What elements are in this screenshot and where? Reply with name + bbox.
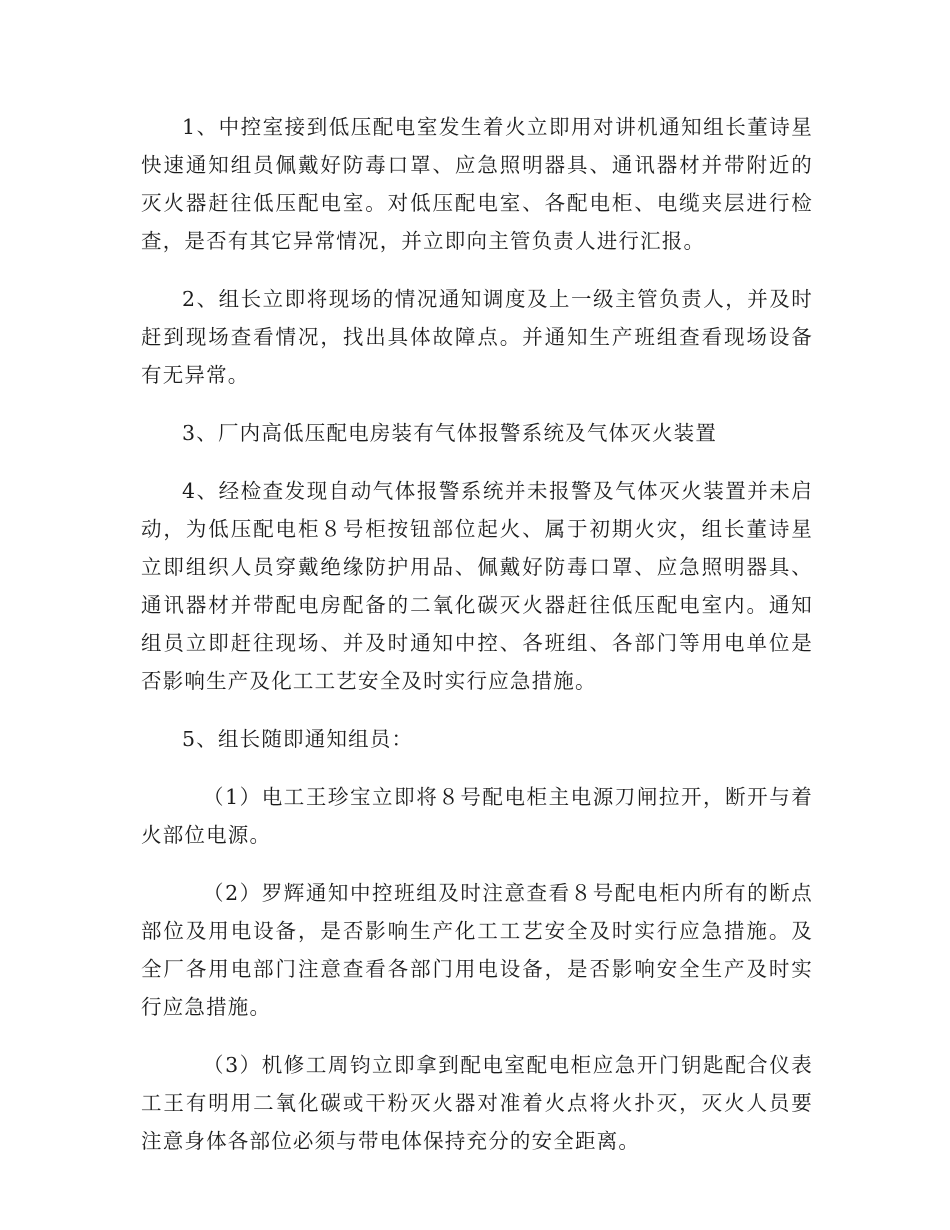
paragraph-1: 1、中控室接到低压配电室发生着火立即用对讲机通知组长董诗星快速通知组员佩戴好防毒口罩、应急照明器具、通讯器材并带附近的灭火器赶往低压配电室。对低压配电室、各配电柜、电缆夹层进行检查，是否有其它异常情况，并立即向主管负责人进行汇报。 [141,115,813,253]
paragraph-5: 5、组长随即通知组员： [182,727,414,751]
paragraph-3: 3、厂内高低压配电房装有气体报警系统及气体灭火装置 [182,421,718,445]
sub-item-1: （1）电工王珍宝立即将８号配电柜主电源刀闸拉开，断开与着火部位电源。 [141,785,813,847]
paragraph-2: 2、组长立即将现场的情况通知调度及上一级主管负责人，并及时赶到现场查看情况，找出具体故障点。并通知生产班组查看现场设备有无异常。 [141,287,813,387]
sub-item-3: （3）机修工周钧立即拿到配电室配电柜应急开门钥匙配合仪表工王有明用二氧化碳或干粉灭火器对准着火点将火扑灭，灭火人员要注意身体各部位必须与带电体保持充分的安全距离。 [141,1053,813,1153]
paragraph-4: 4、经检查发现自动气体报警系统并未报警及气体灭火装置并未启动，为低压配电柜８号柜按钮部位起火、属于初期火灾，组长董诗星立即组织人员穿戴绝缘防护用品、佩戴好防毒口罩、应急照明器具、通讯器材并带配电房配备的二氧化碳灭火器赶往低压配电室内。通知组员立即赶往现场、并及时通知中控、各班组、各部门等用电单位是否影响生产及化工工艺安全及时实行应急措施。 [141,479,813,693]
sub-item-2: （2）罗辉通知中控班组及时注意查看８号配电柜内所有的断点部位及用电设备，是否影响生产化工工艺安全及时实行应急措施。及全厂各用电部门注意查看各部门用电设备，是否影响安全生产及时实行应急措施。 [141,881,813,1019]
document-body [141,108,813,1180]
